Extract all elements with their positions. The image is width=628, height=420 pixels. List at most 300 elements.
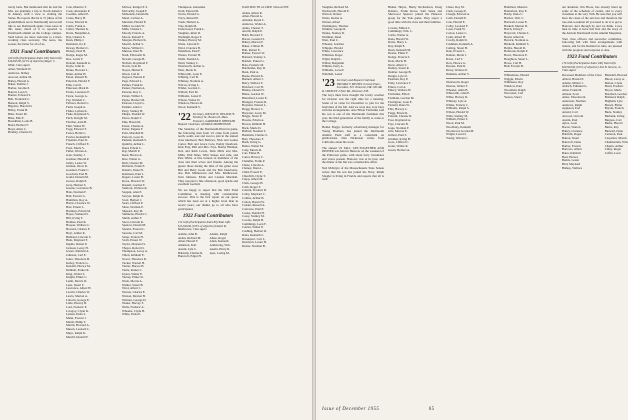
contributor-list: [122, 6, 174, 317]
contributor-name: Dexter, Elmer F.: [388, 51, 409, 56]
contributor-name: Whipple, Harold: [322, 45, 343, 50]
contributor-name: Carleton, Paul: [604, 132, 623, 137]
fund-contributors-heading: 1921 Fund Contributors: [9, 49, 61, 55]
contributor-name: Arnold, Carl: [562, 110, 578, 115]
contributor-name: Bates, Kimball: [562, 150, 581, 155]
contributor-name: Flint, Walter H.: [66, 123, 86, 128]
contributor-name: Richards, Frank E.: [122, 164, 146, 169]
class-notes-paragraph: We are happy to report that the 1922 Fund Committee is meeting with considerable success. This is the first report on our quota which has been set at a higher level than in recent years; our thanks go to all who have participated.: [178, 188, 238, 211]
contributor-name: Wheeler, Clyde H.: [122, 308, 146, 313]
contributor-name: Ward, Albert C.: [122, 286, 142, 291]
contributor-list: [322, 6, 384, 76]
contributor-name: Weeks, Stanley D.: [322, 30, 345, 35]
contributor-name: Gilbert, Paul S.: [388, 132, 408, 137]
contributor-name: Flagg, Ernest R.: [388, 110, 409, 115]
contributor-name: Adams, John B.: [178, 232, 198, 236]
contributor-name: Wilcox, Irving L.: [178, 82, 200, 87]
contributor-name: White, Harvey D.: [446, 95, 468, 100]
contributor-name: Howe, Carl H.: [504, 60, 523, 65]
contributor-list: [242, 12, 304, 249]
contributor-name: Wade, Morris A.: [122, 279, 143, 284]
contributor-name: Hardy, Dana C.: [504, 12, 524, 17]
contributor-name: Dunbar, George B.: [388, 69, 412, 74]
contributor-name: Crosby, Ralph D.: [446, 38, 468, 43]
contributor-name: Pierce, Ralph T.: [122, 116, 142, 121]
contributor-name: Hartwell, Lester E.: [504, 19, 528, 24]
contributor-name: Young, Warren C.: [446, 135, 469, 140]
contributor-name: Bancroft, Edgar H.: [178, 254, 202, 259]
contributor-name: Rogers, Lester B.: [122, 175, 144, 180]
contributor-name: Moody, Francis A.: [122, 30, 146, 35]
contributor-name: Burns, Roy: [604, 125, 619, 129]
contributor-name: Hall, Everett G.: [66, 193, 86, 198]
contributor-name: Wells, Frederic A.: [122, 304, 145, 309]
contributor-name: Cook, Alexander P.: [66, 8, 90, 13]
contributor-name: Cummings, Leon F.: [242, 221, 267, 226]
fund-contributors-summary: 176 Gifts (Participation Index 106) Total Gifts $20,500.00 (101% of objective) Joel B. Stevens, Jr., Class Agent: [562, 61, 622, 73]
contributor-name: Lovejoy, Clyde R.: [66, 308, 89, 313]
contributor-name: Williams, Ralph S.: [446, 106, 470, 111]
contributor-name: Wilkinson, Roy: [504, 80, 524, 85]
contributor-name: Gilman, Oscar R.: [66, 164, 88, 169]
contributor-name: Robinson, Paul L.: [122, 171, 145, 176]
contributor-name: Buswell, Dana: [604, 128, 623, 133]
page-number: 65: [428, 407, 435, 412]
contributor-name: Grant, Walter R.: [388, 144, 409, 149]
contributor-name: Towle, Harold G.: [178, 12, 200, 17]
contributor-name: Olson, Carl R.: [122, 71, 140, 76]
contributor-name: Atwood, Lincoln: [562, 113, 584, 118]
contributor-name: Bishop, Donald S.: [242, 88, 265, 93]
contributor-name: Allen, Frank M.: [562, 87, 582, 92]
contributor-name: Vaughan, Richard M.: [322, 5, 349, 9]
contributor-name: Allison, Scott: [562, 91, 580, 96]
contributor-name: Davis, Harry L.: [388, 40, 408, 45]
contributor-name: Albee, Roger: [209, 235, 226, 240]
contributor-name: Sawyer, Ralph D.: [122, 193, 144, 198]
contributor-name: Wood, Kenneth S.: [178, 104, 201, 109]
contributor-name: Cummings, Wm. C.: [388, 29, 413, 34]
contributor-name: West, Merle R.: [178, 67, 197, 72]
contributor-name: Sears, Clifford P.: [122, 201, 144, 206]
contributor-name: Cook, Frank W.: [446, 27, 466, 32]
contributor-name: Moore, Russell T.: [122, 34, 145, 39]
contributor-name: Little, Harvey B.: [66, 301, 87, 306]
contributor-name: Ayres, Leon: [562, 121, 578, 126]
contributor-name: Doyle, John R.: [66, 64, 85, 69]
contributor-name: Newell, George B.: [122, 56, 146, 61]
contributor-name: Fletcher, Alan B.: [66, 119, 88, 124]
contributor-name: Woodman, Ralph: [504, 87, 526, 92]
contributor-name: Washburn, Paul F.: [178, 49, 201, 54]
contributor-name: Shepard, Roy M.: [122, 208, 144, 213]
contributor-name: Gibbs, Lester W.: [66, 160, 87, 165]
contributor-name: Gile, Morton E.: [388, 129, 408, 134]
contributor-name: Sargent, Alan E.: [122, 190, 143, 195]
contributor-name: Bell, Frederick C.: [8, 97, 31, 102]
contributor-name: Bush, Irving G.: [242, 140, 262, 145]
contributor-name: Lawrence, Albert H.: [66, 286, 92, 291]
contributor-name: Coffin, Leon: [604, 150, 621, 155]
contributor-name: Worcester, Carl: [504, 91, 524, 96]
class-officers: Secretary, WILSON W. WELLER 76 Newbury St., Boston 16, Mass. Treasurer, GARDNER P. WHEELER Bequest Chairman, GEORGE MATHEWSON: [178, 111, 235, 126]
left-column-3: [122, 6, 174, 396]
contributor-name: Porter, Charles A.: [122, 123, 145, 128]
contributor-name: Winchell, Lester: [322, 71, 343, 76]
class-notes-paragraph: Your class officers and executive committee, following full with final arrangements with tickets, and for the Reunion in June, are pleased with the progress and response to date.: [562, 36, 622, 52]
contributor-name: Wadleigh, Roger S.: [178, 34, 203, 39]
contributor-name: White, Dana E.: [122, 312, 142, 317]
contributor-list: [446, 81, 500, 140]
contributor-name: Underwood, Frank L.: [178, 27, 205, 32]
class-year-heading: '23: [322, 78, 335, 90]
contributor-list: [66, 6, 118, 339]
contributor-name: Wheeler, Allen B.: [446, 87, 469, 92]
contributor-name: Gale, Stanley J.: [66, 153, 86, 158]
contributor-name: Stone, Francis H.: [122, 234, 144, 239]
contributor-name: Boardman, Louis B.: [8, 119, 34, 124]
contributor-name: Goodwin, Earl H.: [66, 171, 88, 176]
contributor-name: Baker, Clinton H.: [242, 44, 264, 49]
contributor-name: Hill, Irving T.: [66, 216, 84, 221]
contributor-name: Tucker, Warren H.: [122, 260, 145, 265]
right-column-3: [446, 6, 500, 396]
contributor-name: Payne, Herbert M.: [122, 97, 145, 102]
contributor-name: Pearson, Lloyd G.: [122, 101, 145, 106]
contributor-name: Brigham, Lyle: [604, 99, 623, 104]
contributor-name: Ellis, Carl P.: [66, 82, 82, 87]
contributor-name: Houghton, Stuart L.: [504, 56, 529, 61]
contributor-name: Cooke, Donald H.: [242, 210, 265, 215]
contributor-name: Mead, Carlton A.: [122, 16, 144, 21]
contributor-name: Dodge, Francis S.: [388, 55, 411, 60]
contributor-name: Wentworth, Arthur G.: [178, 64, 206, 69]
contributor-name: Gardner, Harold P.: [66, 156, 90, 161]
contributor-name: Cram, Albert H.: [446, 34, 466, 39]
contributor-name: Sanborn, Wallace R.: [122, 186, 148, 191]
contributor-name: Turner, Horace B.: [122, 264, 145, 269]
contributor-name: Butler, Walter M.: [242, 144, 264, 149]
contributor-name: Fuller, Warren A.: [66, 149, 88, 154]
contributor-name: Hamilton, Maurice: [504, 5, 528, 9]
contributor-name: Noyes, Harlan E.: [122, 67, 144, 72]
contributor-name: Harlow, Wm. C.: [504, 16, 525, 21]
contributor-name: Armstrong, Wm.: [209, 243, 231, 248]
contributor-name: Batchelder, Roy D.: [242, 66, 266, 71]
contributor-name: Roberts, Dana H.: [122, 167, 144, 172]
contributor-name: Fisher, Lyman K.: [66, 108, 88, 113]
contributor-name: Russell, Gordon F.: [122, 182, 146, 187]
contributor-name: McKenzie, Donald R.: [122, 12, 150, 17]
right-page: [316, 0, 628, 420]
contributor-name: Chase, Roy M.: [446, 5, 465, 9]
contributor-name: Cady, Morris R.: [242, 147, 262, 152]
class-notes-paragraph: Homer Boggs, formerly advertising manager for Young Brothers, has joined the Dartmouth Alumni Fund staff as a consultant on publications. Dan Nickerson writes from California about his work.: [322, 125, 384, 144]
contributor-name: Wilder, Francis C.: [446, 102, 469, 107]
contributor-name: Mann, Everett J.: [66, 316, 87, 321]
contributor-name: Blanchard, Lester E.: [242, 95, 268, 100]
contributor-name: Woodward, Gordon B.: [446, 128, 475, 133]
contributor-name: Bailey, Clarence: [562, 128, 583, 133]
contributor-name: Allen, Harold F.: [178, 239, 199, 244]
contributor-name: Blaisdell, Howard: [604, 73, 628, 78]
right-column-2: [388, 6, 442, 396]
contributor-name: Donald, Kenneth G.: [66, 60, 91, 65]
contributor-name: Cutting, Stuart B.: [446, 45, 468, 50]
contributor-name: Vaughan, Allen D.: [178, 30, 201, 35]
contributor-name: Farrar, George A.: [66, 93, 88, 98]
contributor-name: Bond, Frederic: [604, 84, 624, 89]
contributor-name: Bryant, Francis: [604, 106, 624, 111]
contributor-name: Blodgett, Francis R.: [242, 99, 267, 104]
fund-contributors-heading: 1922 Fund Contributors: [182, 214, 234, 220]
contributor-name: Deceased Members of the Class: [562, 73, 602, 78]
contributor-name: Bishop, Wallace: [562, 165, 583, 170]
contributor-name: Bacon, Warren: [562, 125, 581, 129]
left-column-5: [242, 6, 304, 396]
contributor-name: Lamb, Morris D.: [66, 279, 87, 284]
contributor-name: Wood, Paul M.: [446, 121, 465, 126]
contributor-name: Webster, George D.: [122, 297, 147, 302]
fund-contributors-heading: 1923 Fund Contributors: [566, 55, 618, 61]
contributor-name: Ames, Theodore R.: [562, 95, 587, 100]
contributor-name: Fitts, Harvey C.: [388, 106, 408, 111]
contributor-name: Hooper, Wallace C.: [66, 223, 91, 228]
class-notes-paragraph: Ned McIntyre of the Massachusetts State Senate writes that his son has joined the Navy. Ralph Stiegler is living in Florida and reports that all is well.: [322, 166, 384, 182]
contributor-name: Waite, Lincoln E.: [178, 42, 200, 47]
contributor-name: Clapp, Albert M.: [242, 177, 263, 182]
contributor-name: Corey, Stanley M.: [242, 214, 265, 219]
contributor-name: Ingalls, Robert P.: [66, 242, 88, 246]
contributor-name: Austin, Paul: [562, 117, 578, 122]
left-column-4: [178, 6, 238, 396]
contributor-name: Hannaford, Roy E.: [504, 8, 528, 13]
contributor-name: Wright, Leon D.: [446, 132, 467, 137]
contributor-name: Whitcomb, Glen E.: [446, 91, 471, 96]
contributor-name: Nash, Ellsworth D.: [122, 53, 146, 58]
contributor-name: Evans, Laurence E.: [66, 90, 91, 95]
contributor-name: Yeaton, Stuart: [504, 95, 522, 100]
contributor-name: Stearns, Everett L.: [122, 227, 146, 232]
contributor-name: Hoyt, Arthur K.: [66, 230, 86, 235]
contributor-name: Lewis, Merton A.: [66, 293, 88, 298]
class-officers: Secretary and Bequest Chairman TRUMAN T. METZEL 6 Lenox Place, Scarsdale, N.Y. Treasurer, DR. OSCAR R. CREELEY 4 Tyler Rd., Hanover, N.H.: [322, 78, 382, 93]
contributor-name: Colton, Harold W.: [242, 199, 265, 204]
contributor-name: Jones, Theodore B.: [66, 256, 90, 261]
contributor-name: Rand, Edwin C.: [122, 145, 142, 150]
contributor-name: Wentworth, Roger: [446, 80, 469, 85]
contributor-name: Chamberlain, Wm.: [604, 139, 628, 144]
contributor-name: Burt, Theodore F.: [242, 136, 264, 141]
contributor-name: Whiting, Carl B.: [178, 75, 199, 80]
contributor-name: Snow, Lincoln R.: [122, 219, 144, 224]
contributor-name: Tilton, Kimball E.: [122, 253, 145, 258]
contributor-name: Fitch, Dwight M.: [66, 116, 88, 121]
contributor-name: Wheeler, Gardner: [322, 42, 345, 47]
contributor-name: Mayo, Ralph K.: [66, 330, 86, 335]
contributor-list: [388, 27, 442, 153]
contributor-name: Davenport, Carl L.: [242, 236, 266, 241]
contributor-name: Rice, Walter G.: [122, 156, 142, 161]
contributor-name: Bradley, Charles D.: [8, 130, 33, 135]
contributor-name: Carpenter, Morris: [604, 136, 627, 141]
contributor-name: Waters, Everett H.: [178, 53, 201, 58]
contributor-name: Dana, Kenneth C.: [242, 232, 265, 237]
contributor-name: Brooks, Edwin A.: [242, 118, 265, 123]
contributor-name: Morse, Willard C.: [122, 45, 145, 50]
contributor-name: Kimball, Parker R.: [66, 267, 90, 272]
contributor-name: Emerson, Mark D.: [66, 86, 90, 91]
divider: [446, 78, 500, 79]
contributor-list: [178, 6, 238, 110]
contributor-name: Fellows, Robert L.: [66, 101, 90, 106]
contributor-name: Hull, Everett B.: [504, 64, 524, 69]
contributor-name: Elliott, Carl A.: [388, 84, 407, 89]
contributor-name: Blake, Gordon W.: [242, 92, 265, 97]
contributor-name: Hayes, Samuel D.: [66, 212, 89, 217]
contributor-name: Smith, Arthur F.: [122, 216, 143, 221]
contributor-name: Dodge, Roger M.: [66, 53, 88, 58]
divider: [504, 71, 558, 72]
contributor-name: Dole, Merle H.: [388, 58, 407, 63]
contributor-name: Bailey, Merton F.: [242, 40, 264, 45]
contributor-name: Cheney, Dana L.: [242, 166, 263, 171]
contributor-name: Andrews, Walter A.: [242, 21, 267, 26]
contributor-name: True, Ralph M.: [178, 23, 197, 28]
contributor-name: Bartlett, Ernest G.: [242, 58, 265, 63]
contributor-name: Trask, Herbert A.: [178, 19, 200, 24]
contributor-name: Drury, Wallace E.: [446, 67, 468, 72]
contributor-name: Converse, Paul E.: [242, 206, 265, 211]
contributor-name: Allen, Kenneth: [209, 239, 229, 244]
contributor-name: Curtis, Walter A.: [388, 32, 409, 37]
contributor-name: Morrill, Arthur S.: [122, 42, 144, 47]
contributor-name: Fairbanks, Elliott: [388, 92, 410, 97]
contributor-name: Whitman, Roger: [322, 53, 343, 58]
fund-contributors-summary: 169 Gifts (Participation Index 102) Total Gifts $16,845.00 (115% of objective) Roger C. Wilde, Class Agent: [8, 55, 62, 67]
contributor-name: Wales, Dexter A.: [322, 16, 344, 21]
contributor-name: Lord, Frederic P.: [66, 304, 87, 309]
contributor-name: Brewster, Leroy M.: [242, 110, 267, 115]
contributor-name: Damon, Merle J.: [446, 53, 467, 58]
contributor-name: Bean, Paul A.: [242, 69, 260, 74]
contributor-name: Woodbury, Kenneth: [446, 124, 471, 129]
contributor-name: Weeks, Harvey F.: [122, 301, 144, 306]
contributor-name: Bancroft, Dana: [562, 139, 581, 144]
contributor-name: Holbrook, Ralph P.: [504, 49, 528, 54]
contributor-name: Bond, Herbert F.: [8, 123, 29, 127]
contributor-name: Durgin, Lyle D.: [388, 73, 408, 78]
contributor-name: Churchill, Clyde T.: [242, 173, 266, 178]
contributor-name: Gray, Herbert S.: [66, 182, 87, 187]
contributor-name: Shaw, Norman E.: [122, 204, 144, 209]
contributor-name: Goss, Clifford C.: [388, 140, 410, 145]
contributor-name: Eddy, Lawrence T.: [388, 81, 412, 86]
contributor-list: [178, 233, 207, 259]
contributor-name: Tracy, Russell P.: [178, 16, 199, 21]
contributor-list: [504, 74, 558, 100]
contributor-name: Foster, Hollis C.: [66, 130, 87, 135]
contributor-name: Scott, Herbert J.: [122, 197, 143, 202]
contributor-name: Blood, Leroy A.: [604, 76, 625, 81]
left-column-1: [8, 6, 62, 396]
contributor-name: Drake, Howard L.: [66, 67, 89, 72]
contributor-name: Simmons, Harold C.: [122, 212, 148, 217]
contributor-name: Bliss, Ellis F.: [8, 115, 25, 120]
contributor-name: Rowe, Howard W.: [122, 179, 145, 184]
contributor-name: Wilder, Gordon C.: [178, 86, 201, 91]
contributor-name: McGee, Rodger P. S.: [122, 5, 148, 9]
contributor-name: Washington, Thomas: [322, 23, 349, 28]
contributor-name: Heald, Albert R.: [504, 34, 525, 39]
contributor-name: Barber, Everett: [562, 143, 581, 148]
contributor-name: Webb, Donald A.: [178, 56, 200, 61]
contributor-name: Whitney, Lyle A.: [446, 98, 468, 103]
contributor-name: Briggs, Stuart P.: [242, 114, 263, 119]
contributor-name: Folsom, Chester D.: [388, 114, 413, 119]
contributor-name: White, Lawrence: [322, 49, 344, 54]
contributor-name: Davis, Carl T.: [446, 56, 464, 61]
contributor-name: Edwards, Harold F.: [66, 79, 90, 84]
contributor-name: Lincoln, George E.: [66, 297, 90, 302]
contributor-name: Parsons, Roy C.: [122, 90, 142, 95]
contributor-name: Day, Charles S.: [66, 34, 86, 39]
contributor-name: Bailey, Harold A.: [8, 78, 30, 83]
contributor-name: Cotton, Lester C.: [446, 30, 468, 35]
contributor-name: Perkins, Allen J.: [122, 104, 143, 109]
contributor-name: Morgan, Herbert K.: [122, 38, 147, 43]
contributor-name: Drew, Albert C.: [388, 62, 408, 67]
contributor-name: Allen, Harold A.: [242, 14, 263, 19]
contributor-name: Eaton, Russell B.: [66, 75, 88, 80]
page-footer-left: [90, 407, 136, 412]
contributor-name: Chapin, Arthur: [604, 143, 624, 148]
contributor-name: Whitney, Norman A.: [178, 79, 204, 84]
contributor-name: Prescott, Leon D.: [122, 134, 144, 139]
contributor-name: Warren, Charles E.: [122, 290, 146, 295]
contributor-name: Fiske, Raymond S.: [66, 112, 90, 117]
contributor-name: Hubbard, Lincoln S.: [66, 234, 92, 239]
contributor-name: Walcott, Robert: [322, 12, 342, 17]
contributor-name: Cole, Maurice T.: [66, 5, 87, 9]
contributor-name: Martin, Howard A.: [66, 323, 90, 328]
contributor-name: Amsden, Royal C.: [242, 18, 265, 23]
contributor-name: Curtis, Frank A.: [66, 23, 86, 28]
contributor-name: Glidden, Irving H.: [388, 136, 411, 141]
contributor-name: Dickey, Noel B.: [66, 49, 86, 54]
contributor-name: French, Clifford E.: [66, 142, 90, 147]
contributor-name: Bixby, Frank H.: [8, 108, 28, 113]
contributor-name: Marsh, Philip T.: [66, 319, 86, 324]
contributor-name: Hood, Theodore E.: [504, 53, 528, 58]
left-page: [0, 0, 312, 420]
contributor-name: Anderson, Norman: [562, 99, 586, 104]
contributor-name: Brown, Kimball H.: [242, 121, 266, 126]
contributor-name: Bird, Maynard: [562, 162, 581, 167]
contributor-name: Lyman, Dana S.: [66, 312, 86, 317]
contributor-name: Johnson, Carl E.: [66, 253, 87, 258]
contributor-name: Ayer, Loring M.: [209, 250, 230, 255]
contributor-name: Barber, Jerome P.: [8, 85, 30, 90]
contributor-name: Page, Edward L.: [122, 79, 143, 84]
contributor-name: Tuttle, Parker C.: [122, 267, 143, 272]
contributor-name: Kelley, Francis G.: [66, 260, 89, 265]
contributor-name: Spencer, Donald B.: [122, 223, 147, 228]
contributor-name: Barrows, Albert: [562, 147, 582, 152]
contributor-name: Taylor, Maynard S.: [122, 242, 146, 246]
contributor-name: Cushman, Kenneth A.: [446, 42, 474, 47]
contributor-name: Wadsworth, Harold E.: [322, 8, 350, 13]
